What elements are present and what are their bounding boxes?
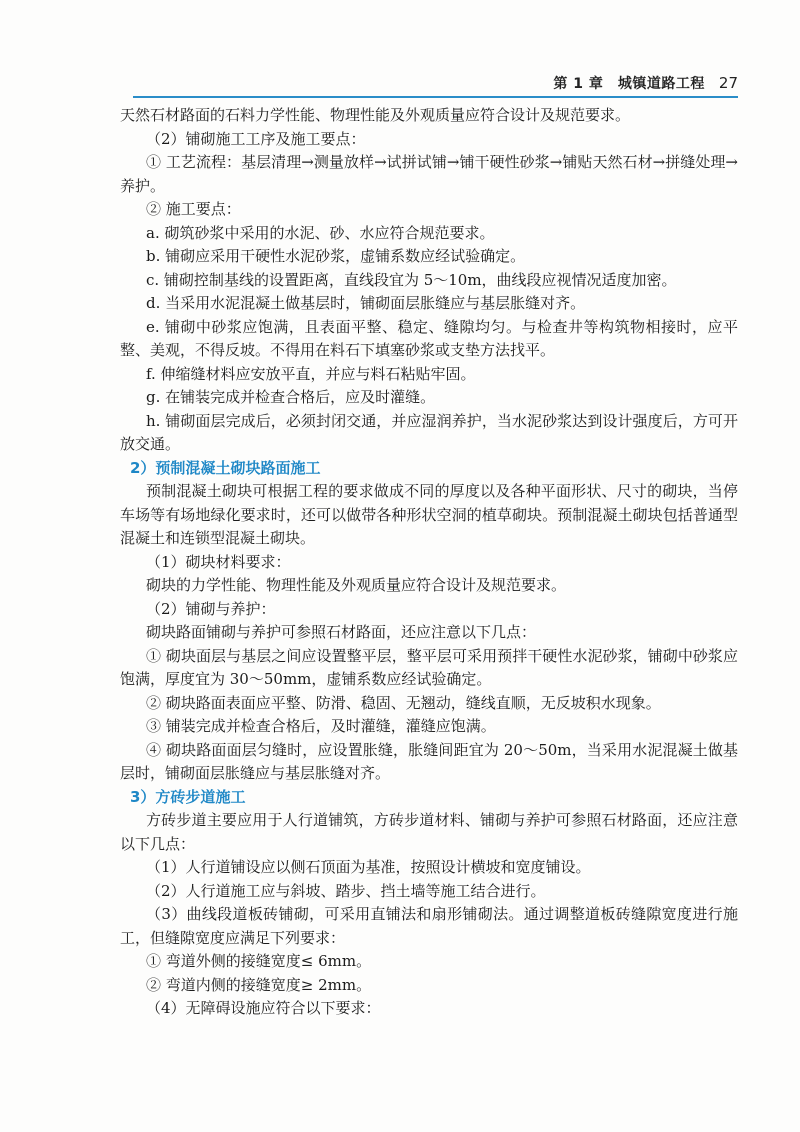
- paragraph: （2）铺砌与养护：: [146, 599, 276, 618]
- paragraph: e. 铺砌中砂浆应饱满，且表面平整、稳定、缝隙均匀。与检查井等构筑物相接时，应平整、美观，不得反坡。不得用在料石下填塞砂浆或支垫方法找平。: [120, 317, 738, 359]
- paragraph: （2）人行道施工应与斜坡、踏步、挡土墙等施工结合进行。: [146, 881, 546, 900]
- paragraph: ② 砌块路面表面应平整、防滑、稳固、无翘动，缝线直顺，无反坡积水现象。: [146, 693, 661, 712]
- paragraph: （1）人行道铺设应以侧石顶面为基准，按照设计横坡和宽度铺设。: [146, 858, 591, 876]
- paragraph: （3）曲线段道板砖铺砌，可采用直铺法和扇形铺砌法。通过调整道板砖缝隙宽度进行施工，但缝隙宽度应满足下列要求：: [120, 905, 738, 947]
- paragraph: d. 当采用水泥混凝土做基层时，铺砌面层胀缝应与基层胀缝对齐。: [146, 294, 586, 312]
- page-number: 27: [718, 74, 738, 92]
- paragraph: （4）无障碍设施应符合以下要求：: [146, 999, 381, 1017]
- paragraph: a. 砌筑砂浆中采用的水泥、砂、水应符合规范要求。: [146, 223, 495, 242]
- paragraph: g. 在铺装完成并检查合格后，应及时灌缝。: [146, 388, 436, 406]
- paragraph: c. 铺砌控制基线的设置距离，直线段宜为 5～10m，曲线段应视情况适度加密。: [146, 270, 677, 289]
- paragraph: 方砖步道主要应用于人行道铺筑，方砖步道材料、铺砌与养护可参照石材路面，还应注意以下几点：: [120, 811, 738, 853]
- chapter-title: 第 1 章 城镇道路工程: [553, 76, 705, 92]
- paragraph: （2）铺砌施工工序及施工要点：: [146, 129, 366, 148]
- running-header: [133, 70, 738, 98]
- page-body: [120, 104, 738, 1021]
- paragraph: ① 砌块面层与基层之间应设置整平层，整平层可采用预拌干硬性水泥砂浆，铺砌中砂浆应饱满，厚度宜为 30～50mm，虚铺系数应经试验确定。: [120, 646, 738, 688]
- paragraph: b. 铺砌应采用干硬性水泥砂浆，虚铺系数应经试验确定。: [146, 247, 526, 265]
- paragraph: 天然石材路面的石料力学性能、物理性能及外观质量应符合设计及规范要求。: [120, 106, 631, 124]
- paragraph: 砌块的力学性能、物理性能及外观质量应符合设计及规范要求。: [146, 576, 567, 594]
- paragraph: ① 工艺流程：基层清理→测量放样→试拼试铺→铺干硬性砂浆→铺贴天然石材→拼缝处理→养护。: [120, 153, 738, 195]
- paragraph: h. 铺砌面层完成后，必须封闭交通，并应湿润养护，当水泥砂浆达到设计强度后，方可开放交通。: [120, 411, 738, 453]
- section-heading: 2）预制混凝土砌块路面施工: [130, 458, 321, 477]
- paragraph: ④ 砌块路面面层匀缝时，应设置胀缝，胀缝间距宜为 20～50m，当采用水泥混凝土做基层时，铺砌面层胀缝应与基层胀缝对齐。: [120, 740, 738, 782]
- paragraph: f. 伸缩缝材料应安放平直，并应与料石粘贴牢固。: [146, 364, 476, 383]
- paragraph: 预制混凝土砌块可根据工程的要求做成不同的厚度以及各种平面形状、尺寸的砌块，当停车场等有场地绿化要求时，还可以做带各种形状空洞的植草砌块。预制混凝土砌块包括普通型混凝土和连锁型混凝土砌块。: [120, 482, 738, 547]
- paragraph: ① 弯道外侧的接缝宽度≤ 6mm。: [146, 952, 372, 970]
- paragraph: 砌块路面铺砌与养护可参照石材路面，还应注意以下几点：: [146, 623, 537, 641]
- paragraph: ② 施工要点：: [146, 200, 241, 218]
- paragraph: （1）砌块材料要求：: [146, 552, 291, 571]
- section-heading: 3）方砖步道施工: [130, 787, 246, 806]
- paragraph: ② 弯道内侧的接缝宽度≥ 2mm。: [146, 975, 372, 994]
- paragraph: ③ 铺装完成并检查合格后，及时灌缝，灌缝应饱满。: [146, 717, 496, 735]
